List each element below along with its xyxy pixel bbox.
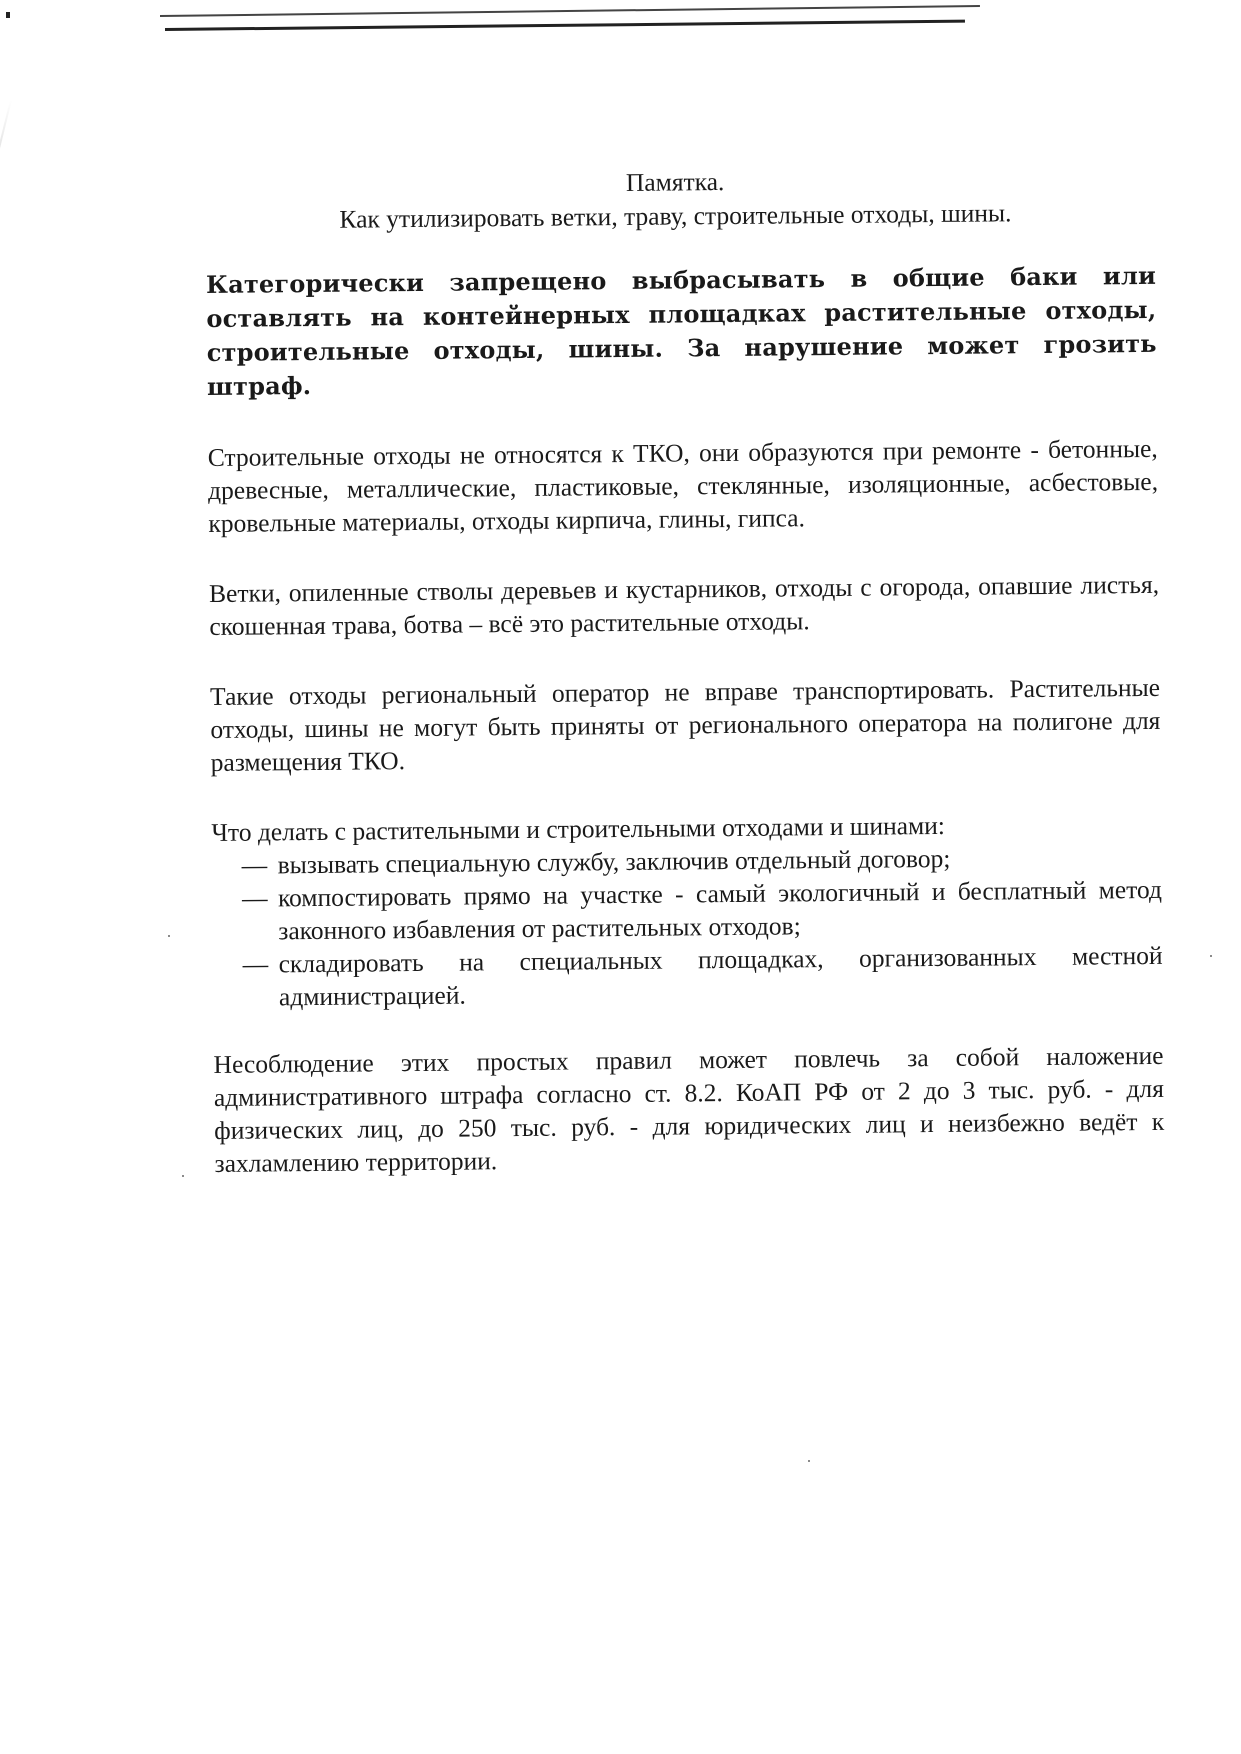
- memo-title: Памятка.: [625, 167, 725, 197]
- actions-intro: Что делать с растительными и строительными отходами и шинами:: [211, 810, 946, 847]
- dash-bullet: —: [241, 850, 268, 880]
- scan-speck: [1210, 955, 1212, 957]
- memo-document: [205, 161, 1165, 1217]
- dash-bullet: —: [242, 949, 269, 979]
- dash-bullet: —: [241, 883, 268, 913]
- list-item: [242, 939, 1163, 1014]
- plant-waste-paragraph: Ветки, опиленные стволы деревьев и кустарников, отходы с огорода, опавшие листья, скошенная трава, ботва – всё это растительные отходы.: [208, 569, 1160, 641]
- list-item-text: вызывать специальную службу, заключив отдельный договор;: [277, 843, 951, 880]
- memo-header: [195, 161, 1156, 238]
- penalty-paragraph: Несоблюдение этих простых правил может повлечь за собой наложение административного штрафа согласно ст. 8.2. КоАП РФ от 2 до 3 тыс. руб. - для физических лиц, до 250 тыс. руб. - для юридических лиц и неизбежно ведёт к захламлению территории.: [213, 1040, 1165, 1178]
- list-item: [242, 873, 1163, 948]
- scan-artifact-mark: [6, 12, 10, 18]
- warning-paragraph: Категорически запрещено выбрасывать в общие баки или оставлять на контейнерных площадках растительные отходы, строительные отходы, шины. За нарушение может грозить штраф.: [205, 260, 1157, 401]
- construction-waste-paragraph: Строительные отходы не относятся к ТКО, они образуются при ремонте - бетонные, древесные, металлические, пластиковые, стеклянные, изоляционные, асбестовые, кровельные материалы, отходы кирпича, глины, гипса.: [207, 433, 1159, 538]
- actions-list: [212, 840, 1164, 1014]
- scan-artifact-edge: [0, 100, 12, 430]
- scan-speck: [168, 935, 170, 937]
- list-item-text: складировать на специальных площадках, организованных местной администрацией.: [278, 940, 1163, 1012]
- scan-artifact-line: [160, 5, 980, 17]
- scan-speck: [808, 1460, 810, 1462]
- scan-speck: [182, 1175, 184, 1177]
- memo-subtitle: Как утилизировать ветки, траву, строительные отходы, шины.: [339, 198, 1012, 234]
- scan-artifact-line: [165, 20, 965, 31]
- list-item-text: компостировать прямо на участке - самый экологичный и бесплатный метод законного избавления от растительных отходов;: [277, 874, 1163, 946]
- operator-paragraph: Такие отходы региональный оператор не вправе транспортировать. Растительные отходы, шины не могут быть приняты от регионального оператора на полигоне для размещения ТКО.: [209, 672, 1161, 777]
